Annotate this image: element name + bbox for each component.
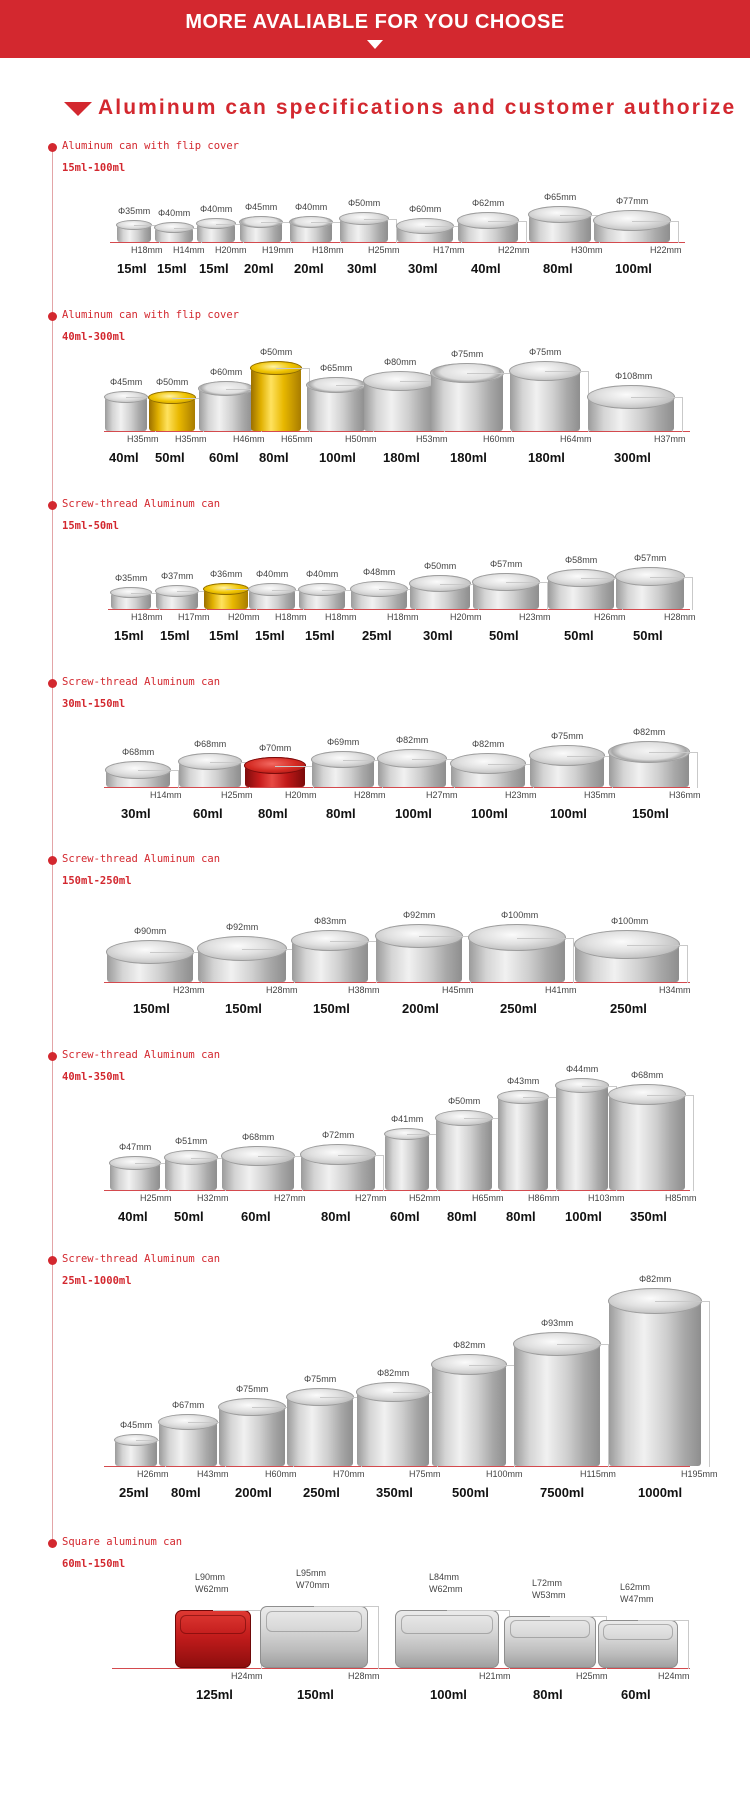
volume-label: 180ml [383,450,420,465]
diameter-label: Φ68mm [631,1070,664,1080]
volume-label: 250ml [500,1001,537,1016]
volume-label: 60ml [193,806,223,821]
dimension-guide [261,222,291,243]
dimension-guide [447,1610,510,1669]
height-label: H60mm [265,1469,297,1479]
diameter-label: Φ82mm [377,1368,410,1378]
height-label: H28mm [348,1671,380,1681]
volume-label: 30ml [121,806,151,821]
diameter-label: Φ36mm [210,569,243,579]
volume-label: 180ml [528,450,565,465]
section-dot [48,501,57,510]
dimension-guide [638,1620,689,1669]
dimension-guide [276,368,310,432]
volume-label: 60ml [390,1209,420,1224]
volume-label: 50ml [155,450,185,465]
height-label: H86mm [528,1193,560,1203]
volume-label: 15ml [209,628,239,643]
height-label: H14mm [150,790,182,800]
diameter-label: Φ68mm [194,739,227,749]
volume-label: 80ml [321,1209,351,1224]
section-title: Screw-thread Aluminum can [62,1049,221,1061]
top-banner [0,0,750,58]
diameter-label: Φ40mm [295,202,328,212]
volume-label: 350ml [630,1209,667,1224]
width-label: W62mm [429,1584,463,1594]
volume-label: 20ml [294,261,324,276]
diameter-label: Φ57mm [634,553,667,563]
volume-label: 30ml [408,261,438,276]
volume-label: 80ml [258,806,288,821]
diameter-label: Φ82mm [472,739,505,749]
height-label: H70mm [333,1469,365,1479]
section-range: 30ml-150ml [62,698,126,710]
width-label: W70mm [296,1580,330,1590]
volume-label: 40ml [471,261,501,276]
height-label: H23mm [505,790,537,800]
section-title: Screw-thread Aluminum can [62,676,221,688]
section-title: Screw-thread Aluminum can [62,498,221,510]
diameter-label: Φ100mm [501,910,539,920]
section-dot [48,1539,57,1548]
dimension-guide [647,1095,694,1192]
volume-label: 7500ml [540,1485,585,1500]
height-label: H35mm [127,434,159,444]
volume-label: 200ml [402,1001,439,1016]
height-label: H28mm [266,985,298,995]
diameter-label: Φ75mm [304,1374,337,1384]
section-range: 40ml-300ml [62,331,126,343]
volume-label: 80ml [533,1687,563,1702]
volume-label: 180ml [450,450,487,465]
section-range: 60ml-150ml [62,1558,126,1570]
height-label: H26mm [137,1469,169,1479]
volume-label: 100ml [319,450,356,465]
section-dot [48,856,57,865]
height-label: H17mm [178,612,210,622]
section-title: Aluminum can with flip cover [62,140,240,152]
volume-label: 15ml [199,261,229,276]
height-label: H46mm [233,434,265,444]
height-label: H25mm [140,1193,172,1203]
diameter-label: Φ93mm [541,1318,574,1328]
height-label: H35mm [584,790,616,800]
volume-label: 60ml [621,1687,651,1702]
height-label: H25mm [221,790,253,800]
volume-label: 100ml [471,806,508,821]
height-label: H64mm [560,434,592,444]
diameter-label: Φ82mm [453,1340,486,1350]
section-range: 25ml-1000ml [62,1275,132,1287]
volume-label: 40ml [109,450,139,465]
dimension-guide [311,222,341,243]
height-label: H41mm [545,985,577,995]
diameter-label: Φ92mm [226,922,259,932]
volume-label: 20ml [244,261,274,276]
diameter-label: Φ80mm [384,357,417,367]
volume-label: 15ml [255,628,285,643]
diameter-label: Φ67mm [172,1400,205,1410]
diameter-label: Φ65mm [544,192,577,202]
height-label: H53mm [416,434,448,444]
diameter-label: Φ75mm [529,347,562,357]
section-dot [48,143,57,152]
dimension-guide [242,949,295,984]
section-dot [48,679,57,688]
dimension-guide [412,759,455,789]
diameter-label: Φ90mm [134,926,167,936]
volume-label: 1000ml [638,1485,683,1500]
diameter-label: Φ40mm [158,208,191,218]
dimension-guide [488,764,534,789]
dimension-guide [627,945,688,984]
height-label: H20mm [215,245,247,255]
section-range: 15ml-50ml [62,520,119,532]
volume-label: 30ml [347,261,377,276]
volume-label: 250ml [303,1485,340,1500]
height-label: H18mm [275,612,307,622]
height-label: H30mm [571,245,603,255]
diameter-label: Φ75mm [236,1384,269,1394]
diameter-label: Φ44mm [566,1064,599,1074]
diameter-label: Φ50mm [260,347,293,357]
height-label: H25mm [368,245,400,255]
dimension-guide [213,1610,262,1669]
dimension-guide [517,938,574,984]
dimension-guide [338,1155,384,1192]
volume-label: 50ml [489,628,519,643]
height-label: H18mm [131,612,163,622]
diameter-label: Φ72mm [322,1130,355,1140]
volume-label: 80ml [171,1485,201,1500]
section-range: 40ml-350ml [62,1071,126,1083]
diameter-label: Φ68mm [122,747,155,757]
width-label: W53mm [532,1590,566,1600]
diameter-label: Φ92mm [403,910,436,920]
dimension-guide [150,952,202,983]
length-label: L84mm [429,1572,460,1582]
volume-label: 125ml [196,1687,233,1702]
height-label: H100mm [486,1469,523,1479]
height-label: H20mm [285,790,317,800]
volume-label: 150ml [632,806,669,821]
height-label: H34mm [659,985,691,995]
diameter-label: Φ82mm [633,727,666,737]
diameter-label: Φ58mm [565,555,598,565]
volume-label: 150ml [297,1687,334,1702]
volume-label: 15ml [117,261,147,276]
volume-label: 100ml [395,806,432,821]
volume-label: 50ml [633,628,663,643]
height-label: H50mm [345,434,377,444]
volume-label: 15ml [157,261,187,276]
volume-label: 15ml [114,628,144,643]
diameter-label: Φ83mm [314,916,347,926]
height-label: H26mm [594,612,626,622]
height-label: H23mm [173,985,205,995]
section-range: 15ml-100ml [62,162,126,174]
section-range: 150ml-250ml [62,875,132,887]
dimension-guide [631,397,683,432]
height-label: H103mm [588,1193,625,1203]
section-title: Screw-thread Aluminum can [62,853,221,865]
volume-label: 80ml [326,806,356,821]
length-label: L72mm [532,1578,563,1588]
diameter-label: Φ60mm [409,204,442,214]
dimension-guide [545,371,589,432]
dimension-guide [322,590,354,611]
diameter-label: Φ45mm [245,202,278,212]
volume-label: 80ml [543,261,573,276]
diameter-label: Φ108mm [615,371,653,381]
volume-label: 25ml [362,628,392,643]
height-label: H18mm [325,612,357,622]
section-dot [48,312,57,321]
dimension-guide [488,221,527,244]
volume-label: 60ml [209,450,239,465]
diameter-label: Φ50mm [348,198,381,208]
dimension-guide [567,756,613,789]
height-label: H22mm [650,245,682,255]
diameter-label: Φ51mm [175,1136,208,1146]
volume-label: 80ml [447,1209,477,1224]
diameter-label: Φ77mm [616,196,649,206]
diameter-label: Φ60mm [210,367,243,377]
diameter-label: Φ47mm [119,1142,152,1152]
height-label: H35mm [175,434,207,444]
height-label: H32mm [197,1193,229,1203]
dimension-guide [320,1397,362,1467]
length-label: L90mm [195,1572,226,1582]
height-label: H36mm [669,790,701,800]
volume-label: 300ml [614,450,651,465]
dimension-guide [425,226,462,243]
dimension-guide [314,1606,379,1669]
height-label: H28mm [664,612,696,622]
dimension-guide [177,591,207,610]
dimension-guide [343,760,383,789]
height-label: H20mm [450,612,482,622]
diameter-label: Φ50mm [424,561,457,571]
height-label: H85mm [665,1193,697,1203]
volume-label: 30ml [423,628,453,643]
dimension-guide [467,373,512,432]
height-label: H75mm [409,1469,441,1479]
diameter-label: Φ45mm [120,1420,153,1430]
volume-label: 50ml [174,1209,204,1224]
height-label: H28mm [354,790,386,800]
dimension-guide [506,582,548,610]
volume-label: 150ml [133,1001,170,1016]
height-label: H52mm [409,1193,441,1203]
diameter-label: Φ50mm [156,377,189,387]
diameter-label: Φ50mm [448,1096,481,1106]
diameter-label: Φ100mm [611,916,649,926]
diameter-label: Φ43mm [507,1076,540,1086]
dimension-guide [464,1118,501,1191]
volume-label: 50ml [564,628,594,643]
diameter-label: Φ82mm [396,735,429,745]
dimension-guide [258,1156,303,1191]
dimension-guide [655,1301,710,1467]
dimension-guide [650,577,693,611]
height-label: H18mm [312,245,344,255]
volume-label: 500ml [452,1485,489,1500]
height-label: H45mm [442,985,474,995]
height-label: H18mm [387,612,419,622]
diameter-label: Φ40mm [200,204,233,214]
width-label: W47mm [620,1594,654,1604]
heading-triangle-icon [64,102,92,116]
diameter-label: Φ75mm [551,731,584,741]
width-label: W62mm [195,1584,229,1594]
diameter-label: Φ40mm [256,569,289,579]
diameter-label: Φ57mm [490,559,523,569]
volume-label: 15ml [305,628,335,643]
dimension-guide [275,766,314,789]
diameter-label: Φ75mm [451,349,484,359]
length-label: L95mm [296,1568,327,1578]
height-label: H14mm [173,245,205,255]
volume-label: 100ml [430,1687,467,1702]
volume-label: 15ml [160,628,190,643]
volume-label: 40ml [118,1209,148,1224]
height-label: H18mm [131,245,163,255]
dimension-guide [138,770,179,788]
volume-label: 250ml [610,1001,647,1016]
height-label: H37mm [654,434,686,444]
dimension-guide [407,1134,438,1191]
volume-label: 200ml [235,1485,272,1500]
timeline-line [52,146,53,1546]
section-title: Screw-thread Aluminum can [62,1253,221,1265]
height-label: H23mm [519,612,551,622]
height-label: H24mm [658,1671,690,1681]
section-title: Square aluminum can [62,1536,183,1548]
diameter-label: Φ82mm [639,1274,672,1284]
height-label: H19mm [262,245,294,255]
height-label: H24mm [231,1671,263,1681]
diameter-label: Φ41mm [391,1114,424,1124]
volume-label: 100ml [565,1209,602,1224]
diameter-label: Φ62mm [472,198,505,208]
height-label: H65mm [281,434,313,444]
section-dot [48,1052,57,1061]
dimension-guide [191,1158,226,1192]
section-title: Aluminum can with flip cover [62,309,240,321]
height-label: H115mm [580,1469,616,1479]
height-label: H195mm [681,1469,718,1479]
dimension-guide [330,941,377,984]
dimension-guide [364,219,397,244]
dimension-guide [135,1163,169,1191]
volume-label: 150ml [225,1001,262,1016]
volume-label: 80ml [259,450,289,465]
banner-title: MORE AVALIABLE FOR YOU CHOOSE [185,11,565,33]
height-label: H27mm [426,790,458,800]
diameter-label: Φ48mm [363,567,396,577]
dimension-guide [649,752,698,788]
diameter-label: Φ35mm [115,573,148,583]
diameter-label: Φ40mm [306,569,339,579]
height-label: H43mm [197,1469,229,1479]
dimension-guide [469,1365,515,1468]
diameter-label: Φ35mm [118,206,151,216]
dimension-guide [557,1344,609,1467]
volume-label: 25ml [119,1485,149,1500]
height-label: H21mm [479,1671,511,1681]
height-label: H38mm [348,985,380,995]
diameter-label: Φ65mm [320,363,353,373]
volume-label: 100ml [615,261,652,276]
height-label: H22mm [498,245,530,255]
height-label: H17mm [433,245,465,255]
section-dot [48,1256,57,1265]
diameter-label: Φ37mm [161,571,194,581]
volume-label: 350ml [376,1485,413,1500]
dimension-guide [632,221,679,244]
page-heading: Aluminum can specifications and customer authorize [98,96,737,119]
volume-label: 100ml [550,806,587,821]
length-label: L62mm [620,1582,651,1592]
diameter-label: Φ70mm [259,743,292,753]
volume-label: 80ml [506,1209,536,1224]
volume-label: 150ml [313,1001,350,1016]
banner-down-arrow-icon [367,40,383,49]
height-label: H27mm [355,1193,387,1203]
volume-label: 60ml [241,1209,271,1224]
height-label: H25mm [576,1671,608,1681]
height-label: H65mm [472,1193,504,1203]
height-label: H60mm [483,434,515,444]
height-label: H27mm [274,1193,306,1203]
diameter-label: Φ45mm [110,377,143,387]
dimension-guide [523,1097,557,1191]
dimension-guide [419,936,471,983]
diameter-label: Φ69mm [327,737,360,747]
height-label: H20mm [228,612,260,622]
diameter-label: Φ68mm [242,1132,275,1142]
